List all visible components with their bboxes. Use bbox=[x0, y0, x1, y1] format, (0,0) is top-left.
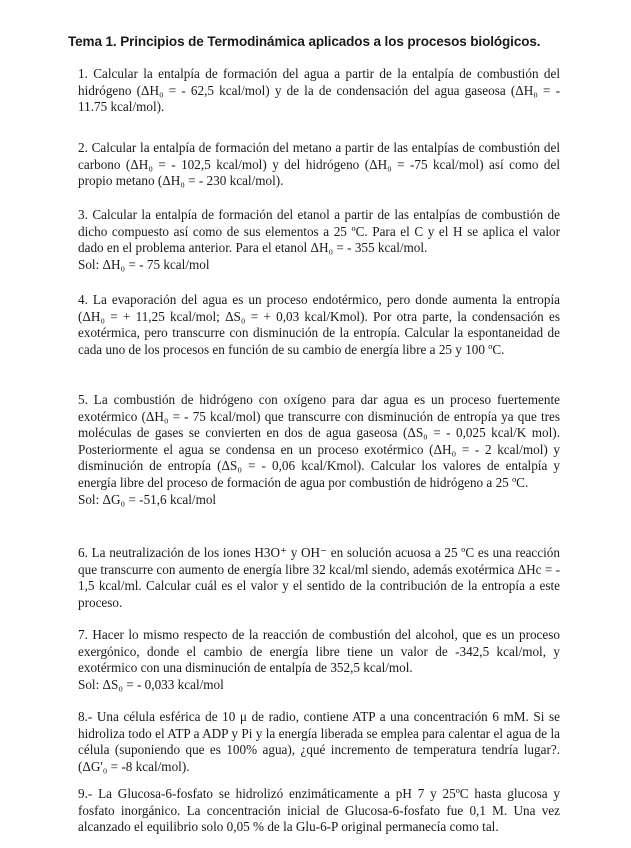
solution: Sol: ΔS₀ = - 0,033 kcal/mol bbox=[78, 676, 224, 692]
problem-text: 1. Calcular la entalpía de formación del agua a partir de la entalpía de combustión del hidrógeno (ΔH₀ = - 62,5 kcal/mol) y de la de condensación del agua gaseosa (ΔH₀ = - 11.75 kcal/mol). bbox=[78, 66, 560, 115]
problem-text: 7. Hacer lo mismo respecto de la reacción de combustión del alcohol, que es un proceso exergónico, donde el cambio de energía libre tiene un valor de -342,5 kcal/mol, y exotérmico con una disminución de entalpía de 352,5 kcal/mol. bbox=[78, 627, 560, 676]
solution: Sol: ΔG₀ = -51,6 kcal/mol bbox=[78, 491, 217, 507]
solution: Sol: ΔH₀ = - 75 kcal/mol bbox=[78, 256, 210, 272]
problem-5 bbox=[78, 392, 560, 508]
problem-3 bbox=[78, 207, 560, 273]
problem-text: 5. La combustión de hidrógeno con oxígeno para dar agua es un proceso fuertemente exotérmico (ΔH₀ = - 75 kcal/mol) que transcurre con disminución de entropía ya que tres moléculas de gases se convierten en dos de agua gaseosa (ΔS₀ = - 0,025 kcal/K mol). Posteriormente el agua se condensa en un proceso exotérmico (ΔH₀ = - 2 kcal/mol) y disminución de entropía (ΔS₀ = - 0,06 kcal/Kmol). Calcular los valores de entalpía y energía libre del proceso de formación de agua por combustión de hidrógeno a 25 ºC. bbox=[78, 392, 560, 490]
problem-6 bbox=[78, 545, 560, 611]
problem-2 bbox=[78, 140, 560, 190]
problem-text: 6. La neutralización de los iones H3O⁺ y OH⁻ en solución acuosa a 25 ºC es una reacción que transcurre con aumento de energía libre 32 kcal/ml siendo, además exotérmica ΔHc = - 1,5 kcal/ml. Calcular cuál es el valor y el sentido de la contribución de la entropía a este proceso. bbox=[78, 545, 560, 610]
document-title: Tema 1. Principios de Termodinámica aplicados a los procesos biológicos. bbox=[68, 34, 541, 49]
problem-text: 9.- La Glucosa-6-fosfato se hidrolizó enzimáticamente a pH 7 y 25ºC hasta glucosa y fosfato inorgánico. La concentración inicial de Glucosa-6-fosfato fue 0,1 M. Una vez alcanzado el equilibrio solo 0,05 % de la Glu-6-P original permanecía como tal. bbox=[78, 786, 560, 835]
problem-text: 2. Calcular la entalpía de formación del metano a partir de las entalpías de combustión del carbono (ΔH₀ = - 102,5 kcal/mol) y del hidrógeno (ΔH₀ = -75 kcal/mol) así como del propio metano (ΔH₀ = - 230 kcal/mol). bbox=[78, 140, 560, 189]
problem-text: 3. Calcular la entalpía de formación del etanol a partir de las entalpías de combustión de dicho compuesto así como de sus elementos a 25 ºC. Para el C y el H se aplica el valor dado en el problema anterior. Para el etanol ΔH₀ = - 355 kcal/mol. bbox=[78, 207, 560, 256]
problem-1 bbox=[78, 66, 560, 116]
problem-8 bbox=[78, 709, 560, 775]
problem-text: 8.- Una célula esférica de 10 μ de radio, contiene ATP a una concentración 6 mM. Si se hidroliza todo el ATP a ADP y Pi y la energía liberada se emplea para calentar el agua de la célula (suponiendo que es 100% agua), ¿qué incremento de temperatura tendría lugar?. (ΔG'₀ = -8 kcal/mol). bbox=[78, 709, 560, 774]
problem-7 bbox=[78, 627, 560, 693]
problem-text: 4. La evaporación del agua es un proceso endotérmico, pero donde aumenta la entropía (ΔH₀ = + 11,25 kcal/mol; ΔS₀ = + 0,03 kcal/Kmol). Por otra parte, la condensación es exotérmica, pero transcurre con disminución de la entropía. Calcular la espontaneidad de cada uno de los procesos en función de su cambio de energía libre a 25 y 100 ºC. bbox=[78, 292, 560, 357]
problem-9 bbox=[78, 786, 560, 836]
problem-4 bbox=[78, 292, 560, 358]
